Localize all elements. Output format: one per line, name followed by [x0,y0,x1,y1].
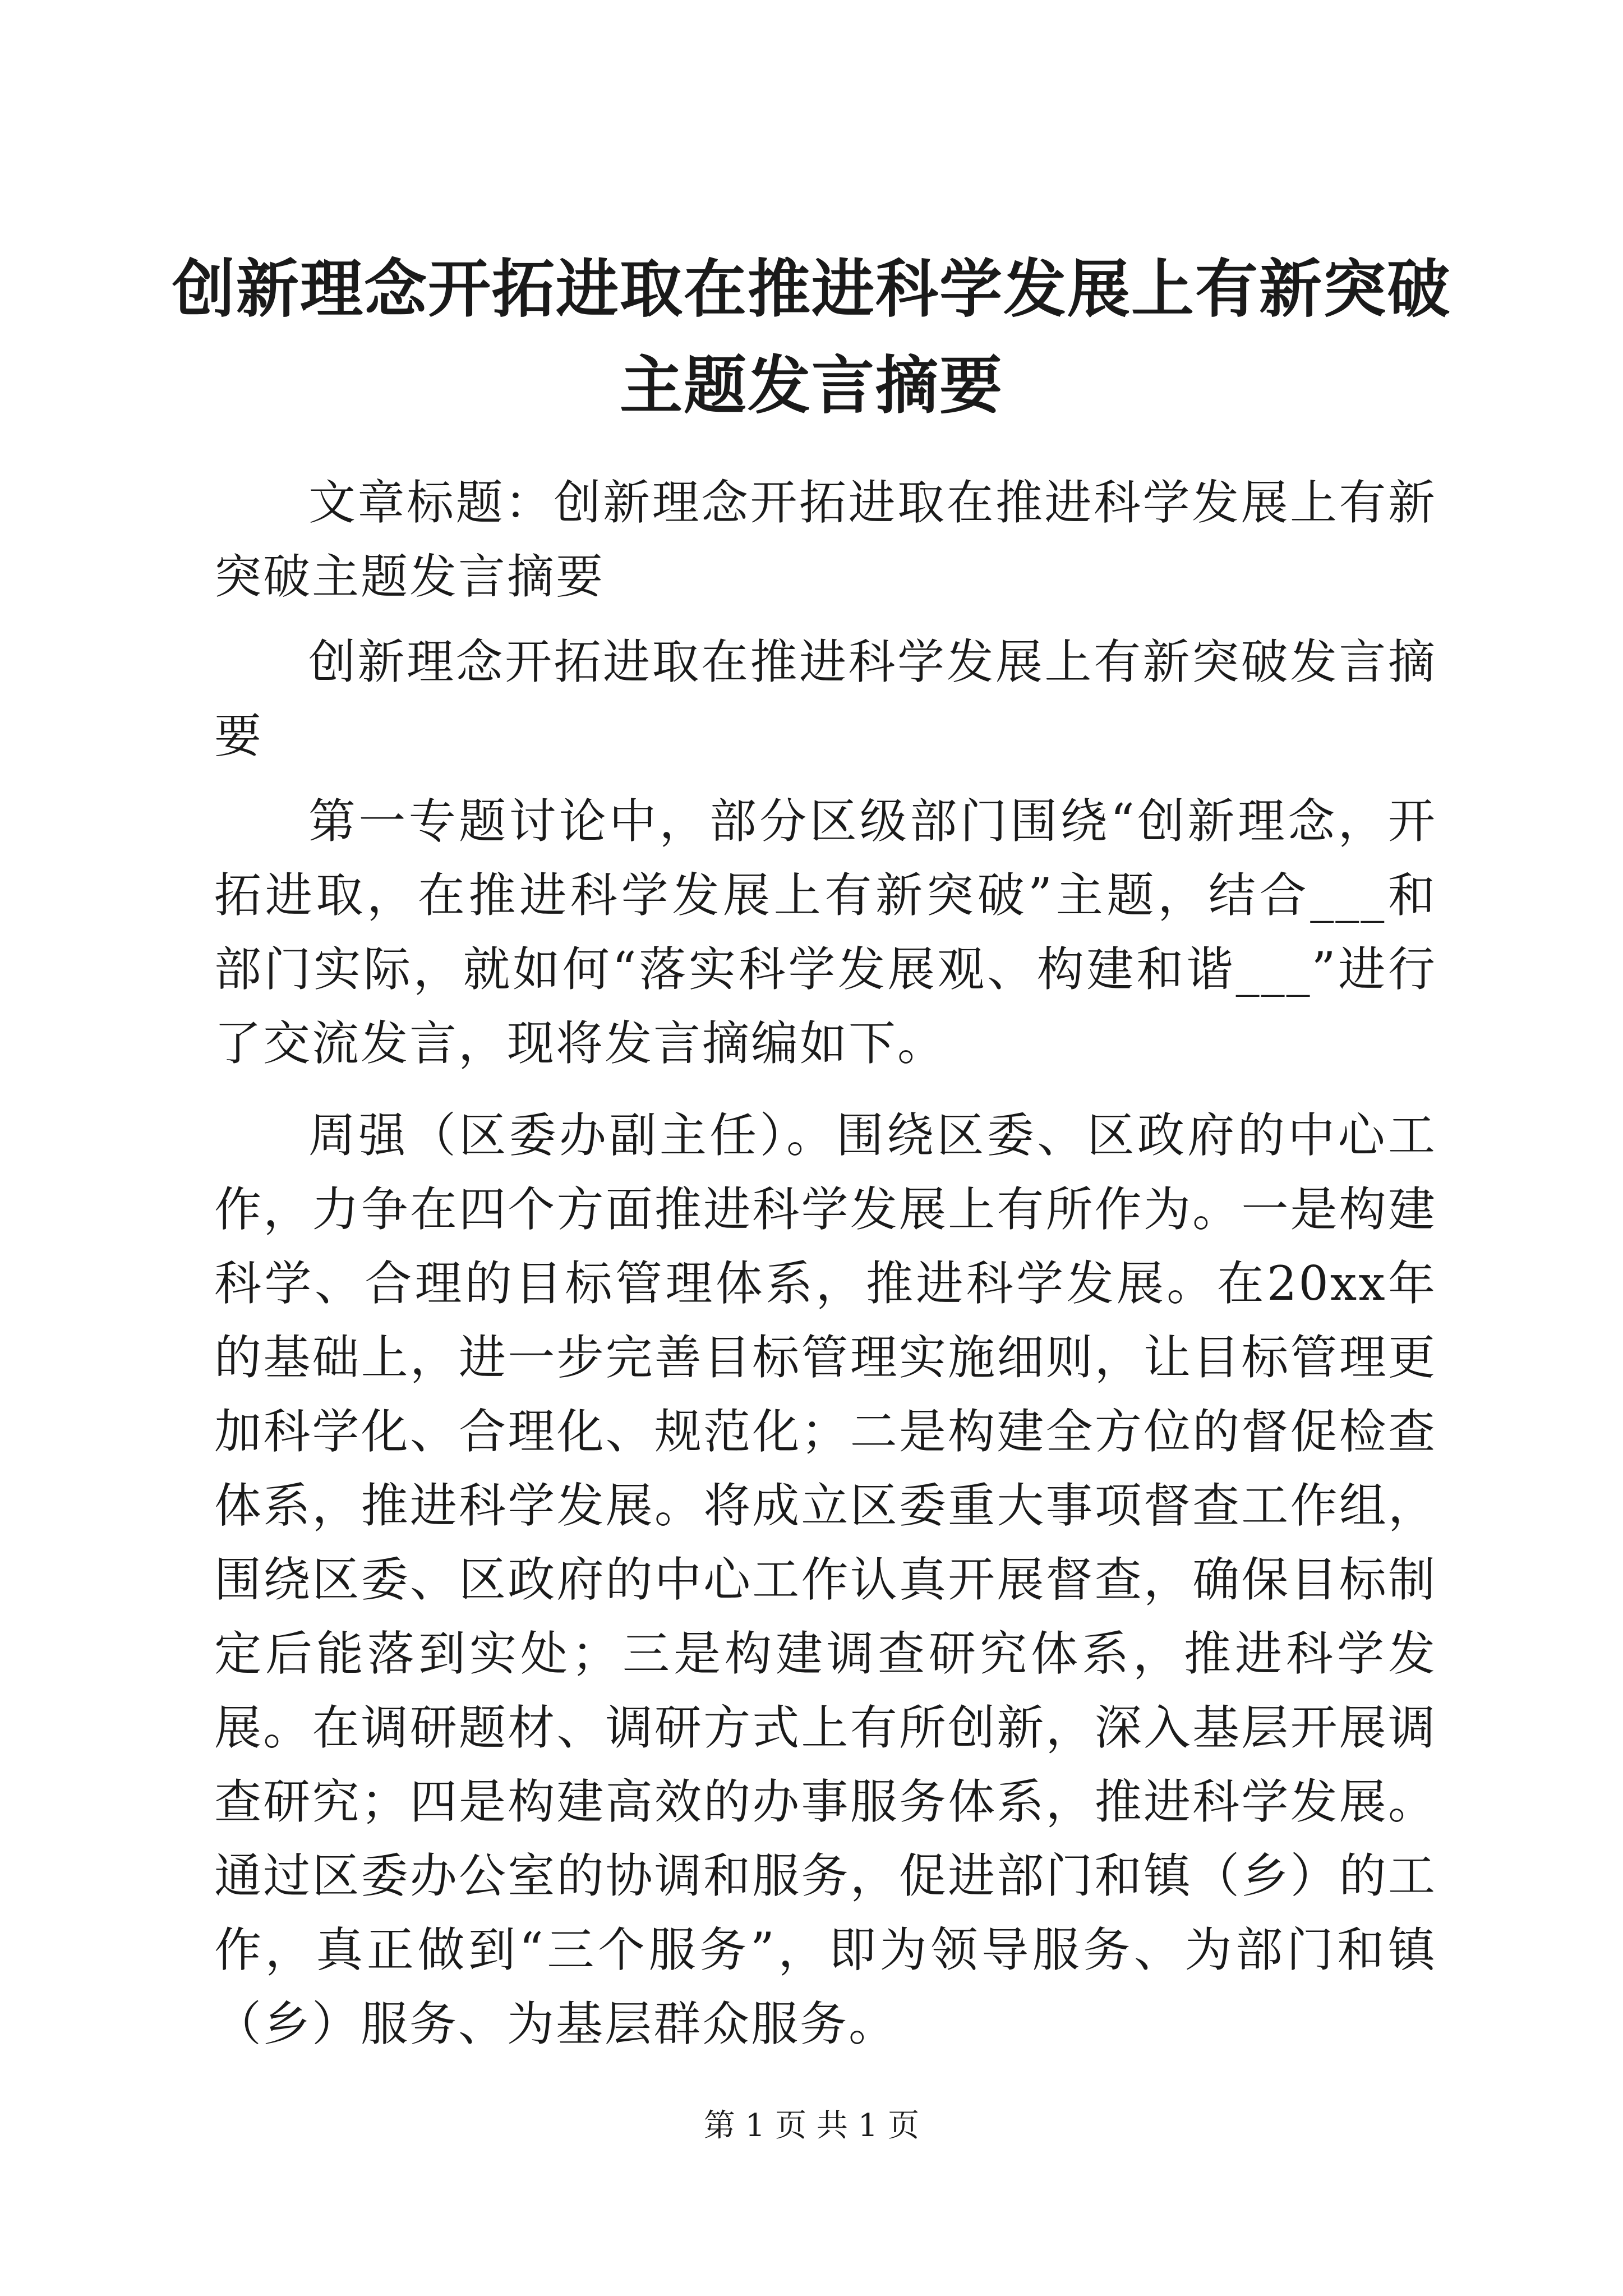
speech-paragraph: 周强（区委办副主任）。围绕区委、区政府的中心工作，力争在四个方面推进科学发展上有所作为。一是构建科学、合理的目标管理体系，推进科学发展。在20xx年的基础上，进一步完善目标管理实施细则，让目标管理更加科学化、合理化、规范化；二是构建全方位的督促检查体系，推进科学发展。将成立区委重大事项督查工作组，围绕区委、区政府的中心工作认真开展督查，确保目标制定后能落到实处；三是构建调查研究体系，推进科学发展。在调研题材、调研方式上有所创新，深入基层开展调查研究；四是构建高效的办事服务体系，推进科学发展。通过区委办公室的协调和服务，促进部门和镇（乡）的工作，真正做到“三个服务”，即为领导服务、为部门和镇（乡）服务、为基层群众服务。 [214,1108,1437,2051]
document-body [214,466,1437,2061]
article-title-paragraph: 文章标题：创新理念开拓进取在推进科学发展上有新突破主题发言摘要 [214,475,1437,604]
document-title [168,241,1455,434]
intro-paragraph: 第一专题讨论中，部分区级部门围绕“创新理念，开拓进取，在推进科学发展上有新突破”主题，结合___和部门实际，就如何“落实科学发展观、构建和谐___”进行了交流发言，现将发言摘编如下。 [214,794,1437,1071]
subtitle-paragraph: 创新理念开拓进取在推进科学发展上有新突破发言摘要 [214,634,1437,763]
document-title-line-1: 创新理念开拓进取在推进科学发展上有新突破 [172,252,1451,326]
document-title-line-2: 主题发言摘要 [620,349,1003,422]
page-footer: 第 1 页 共 1 页 [703,2108,920,2144]
